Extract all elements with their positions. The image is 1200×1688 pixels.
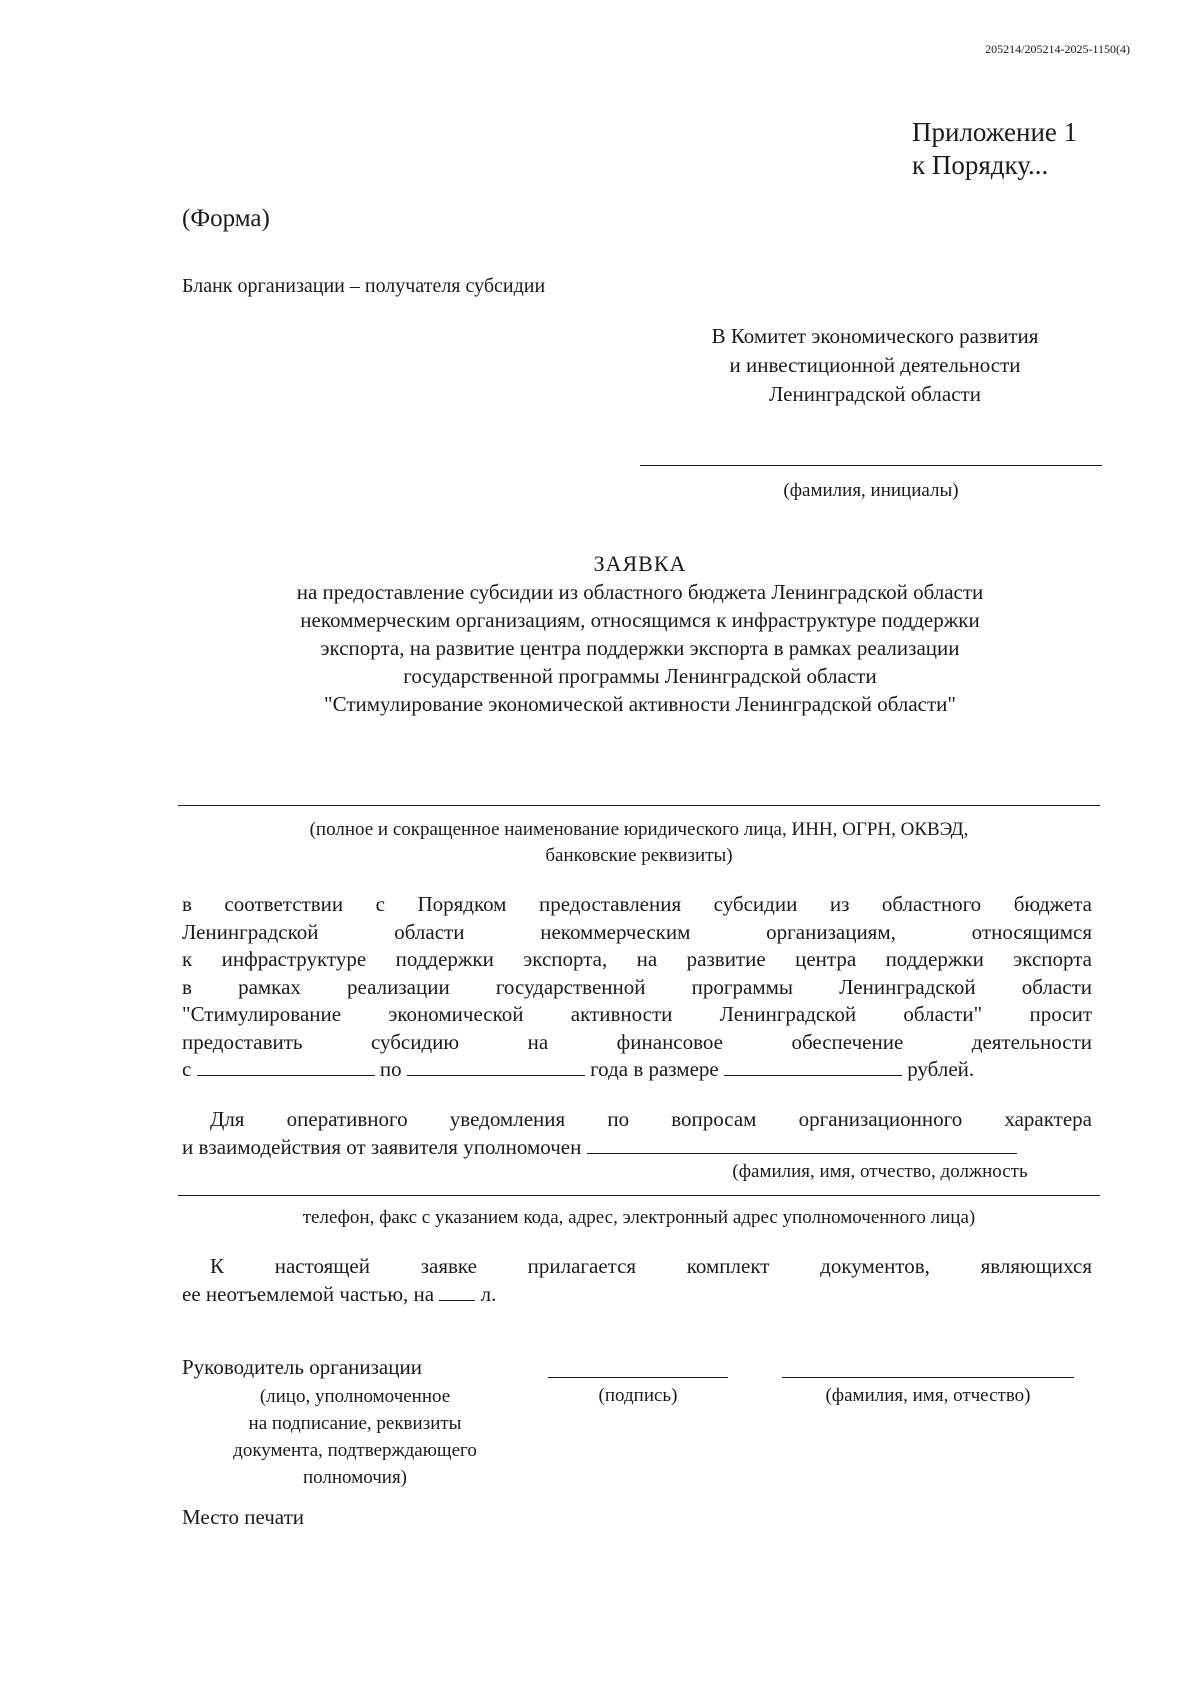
appendix-reference xyxy=(912,116,1077,182)
contact-line-2 xyxy=(182,1134,1092,1162)
organization-caption-line-2: банковские реквизиты) xyxy=(545,845,733,866)
title-line-5: "Стимулирование экономической активности Ленинградской области" xyxy=(324,692,956,716)
stamp-place: Место печати xyxy=(182,1505,305,1529)
request-paragraph xyxy=(182,891,1092,1084)
application-title xyxy=(180,550,1100,718)
addressee-line-2: и инвестиционной деятельности xyxy=(729,353,1021,377)
signature-field[interactable] xyxy=(548,1377,728,1378)
period-to-field[interactable] xyxy=(407,1057,585,1076)
sheet-count-field[interactable] xyxy=(439,1282,475,1301)
title-line-4: государственной программы Ленинградской области xyxy=(403,664,877,688)
body-line-3: к инфраструктуре поддержки экспорта, на развитие центра поддержки экспорта xyxy=(182,947,1092,971)
signatory-caption-line-1: (лицо, уполномоченное xyxy=(259,1386,451,1407)
year-amount-label: года в размере xyxy=(590,1057,719,1081)
body-line-1: в соответствии с Порядком предоставления субсидии из областного бюджета xyxy=(182,892,1092,916)
document-id: 205214/205214-2025-1150(4) xyxy=(985,42,1130,56)
signatory-title: Руководитель организации xyxy=(182,1355,422,1379)
body-line-7 xyxy=(182,1056,1092,1084)
body-line-6: предоставить субсидию на финансовое обеспечение деятельности xyxy=(182,1029,1092,1054)
contact-paragraph xyxy=(182,1106,1092,1161)
signatory-caption-line-2: на подписание, реквизиты xyxy=(248,1413,462,1434)
body-line-2: Ленинградской области некоммерческим организациям, относящимся xyxy=(182,919,1092,944)
addressee-name-field[interactable] xyxy=(640,465,1102,466)
sheets-abbrev: л. xyxy=(480,1281,497,1306)
title-line-1: на предоставление субсидии из областного бюджета Ленинградской области xyxy=(296,580,984,604)
contact-line-1: Для оперативного уведомления по вопросам организационного характера xyxy=(210,1107,1092,1131)
attachment-line-2-text: ее неотъемлемой частью, на xyxy=(182,1281,435,1306)
letterhead-placeholder: Бланк организации – получателя субсидии xyxy=(182,275,546,297)
period-from-label: с xyxy=(182,1057,192,1081)
amount-field[interactable] xyxy=(724,1057,902,1076)
period-from-field[interactable] xyxy=(197,1057,375,1076)
attachment-paragraph xyxy=(182,1253,1092,1308)
body-line-5: "Стимулирование экономической активности Ленинградской области" просит xyxy=(182,1002,1092,1026)
addressee-line-3: Ленинградской области xyxy=(769,382,981,406)
signatory-caption-line-4: полномочия) xyxy=(302,1467,408,1488)
organization-name-field[interactable] xyxy=(178,805,1100,806)
appendix-line-2: к Порядку... xyxy=(912,150,1049,180)
attachment-line-1: К настоящей заявке прилагается комплект документов, являющихся xyxy=(210,1254,1092,1278)
contact-caption-1: (фамилия, имя, отчество, должность xyxy=(732,1161,1028,1182)
contact-caption-2: телефон, факс с указанием кода, адрес, электронный адрес уполномоченного лица) xyxy=(302,1207,976,1228)
contact-line-2-text: и взаимодействия от заявителя уполномочен xyxy=(182,1134,582,1159)
rubles-label: рублей. xyxy=(907,1057,975,1081)
signatory-caption-line-3: документа, подтверждающего xyxy=(233,1440,477,1461)
title-line-3: экспорта, на развитие центра поддержки экспорта в рамках реализации xyxy=(320,636,960,660)
addressee-name-caption: (фамилия, инициалы) xyxy=(783,480,959,501)
addressee-block xyxy=(660,322,1090,409)
attachment-line-2 xyxy=(182,1281,1092,1309)
signature-caption: (подпись) xyxy=(598,1385,678,1406)
body-line-4: в рамках реализации государственной программы Ленинградской области xyxy=(182,974,1092,999)
contact-details-field[interactable] xyxy=(178,1195,1100,1196)
authorized-person-field[interactable] xyxy=(587,1135,1017,1154)
signatory-name-field[interactable] xyxy=(782,1377,1074,1378)
signatory-caption xyxy=(200,1383,510,1491)
form-label: (Форма) xyxy=(182,205,270,232)
appendix-line-1: Приложение 1 xyxy=(912,117,1078,147)
organization-caption xyxy=(178,817,1100,869)
addressee-line-1: В Комитет экономического развития xyxy=(711,324,1039,348)
period-to-label: по xyxy=(379,1057,402,1081)
signatory-name-caption: (фамилия, имя, отчество) xyxy=(825,1385,1031,1406)
title-heading: ЗАЯВКА xyxy=(593,551,687,576)
title-line-2: некоммерческим организациям, относящимся к инфраструктуре поддержки xyxy=(300,608,980,632)
organization-caption-line-1: (полное и сокращенное наименование юридического лица, ИНН, ОГРН, ОКВЭД, xyxy=(309,819,969,840)
